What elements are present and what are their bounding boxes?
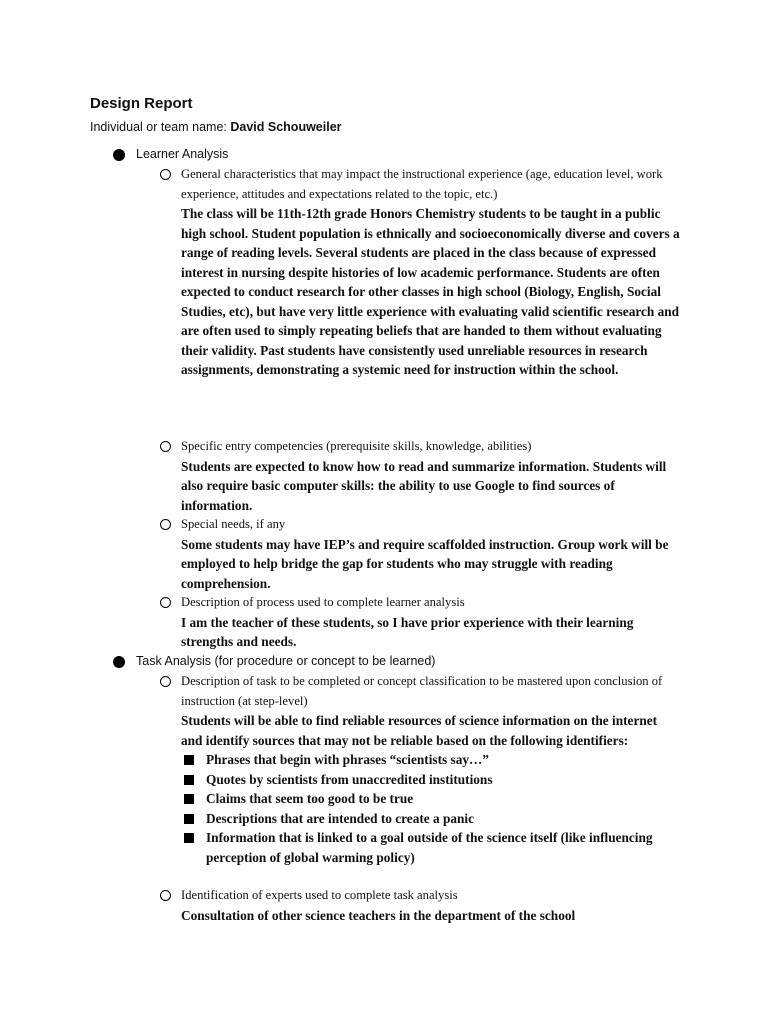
- item-answer: I am the teacher of these students, so I have prior experience with their learning strengths and needs.: [181, 614, 634, 649]
- hollow-circle-bullet-icon: [160, 441, 171, 452]
- list-item: Phrases that begin with phrases “scientists say…”: [160, 750, 680, 770]
- item-question: Special needs, if any: [181, 517, 286, 531]
- square-bullet-icon: [184, 794, 194, 804]
- item-question: Description of process used to complete learner analysis: [181, 595, 465, 609]
- learner-item-process: [160, 593, 680, 652]
- square-bullet-icon: [184, 775, 194, 785]
- list-item: Information that is linked to a goal outside of the science itself (like influencing perception of global warming policy): [160, 828, 680, 867]
- item-answer: Students will be able to find reliable resources of science information on the internet and identify sources that may not be reliable based on the following identifiers:: [181, 713, 658, 748]
- hollow-circle-bullet-icon: [160, 890, 171, 901]
- item-question: Identification of experts used to complete task analysis: [181, 888, 458, 902]
- team-name-value: David Schouweiler: [230, 120, 342, 134]
- hollow-circle-bullet-icon: [160, 169, 171, 180]
- team-name-label: Individual or team name:: [90, 120, 227, 134]
- report-title: Design Report: [90, 95, 193, 112]
- task-item-description: [160, 672, 680, 867]
- list-item: Claims that seem too good to be true: [160, 789, 680, 809]
- learner-item-special-needs: [160, 515, 680, 593]
- item-answer: Students are expected to know how to read and summarize information. Students will also require basic computer skills: the ability to use Google to find sources of information.: [181, 458, 667, 513]
- list-item: Quotes by scientists from unaccredited institutions: [160, 770, 680, 790]
- identifier-list: [160, 750, 680, 867]
- section-heading: Task Analysis (for procedure or concept to be learned): [136, 654, 436, 668]
- square-bullet-icon: [184, 814, 194, 824]
- learner-item-entry-competencies: [160, 437, 680, 515]
- item-question: Description of task to be completed or concept classification to be mastered upon conclusion of instruction (at step-level): [181, 674, 663, 708]
- team-name-line: [90, 120, 342, 134]
- task-item-experts: [160, 886, 680, 925]
- learner-item-characteristics: [160, 165, 680, 380]
- filled-circle-bullet-icon: [113, 656, 125, 668]
- item-question: Specific entry competencies (prerequisite skills, knowledge, abilities): [181, 439, 532, 453]
- item-answer: The class will be 11th-12th grade Honors Chemistry students to be taught in a public high school. Student population is ethnically and socioeconomically diverse and covers a range of reading levels. Several students are placed in the class because of expressed interest in nursing despite histories of low academic performance. Students are often expected to conduct research for other classes in high school (Biology, English, Social Studies, etc), but have very little experience with evaluating valid scientific research and are often used to simply repeating beliefs that are handed to them without evaluating their validity. Past students have consistently used unreliable resources in research assignments, demonstrating a systemic need for instruction within the school.: [181, 206, 680, 377]
- square-bullet-icon: [184, 755, 194, 765]
- item-answer: Consultation of other science teachers in the department of the school: [181, 907, 576, 923]
- hollow-circle-bullet-icon: [160, 676, 171, 687]
- item-answer: Some students may have IEP’s and require scaffolded instruction. Group work will be employed to help bridge the gap for students who may struggle with reading comprehension.: [181, 536, 669, 591]
- list-item: Descriptions that are intended to create a panic: [160, 809, 680, 829]
- hollow-circle-bullet-icon: [160, 519, 171, 530]
- filled-circle-bullet-icon: [113, 149, 125, 161]
- item-question: General characteristics that may impact the instructional experience (age, education level, work experience, attitudes and expectations related to the topic, etc.): [181, 167, 663, 201]
- square-bullet-icon: [184, 833, 194, 843]
- section-heading: Learner Analysis: [136, 147, 229, 161]
- hollow-circle-bullet-icon: [160, 597, 171, 608]
